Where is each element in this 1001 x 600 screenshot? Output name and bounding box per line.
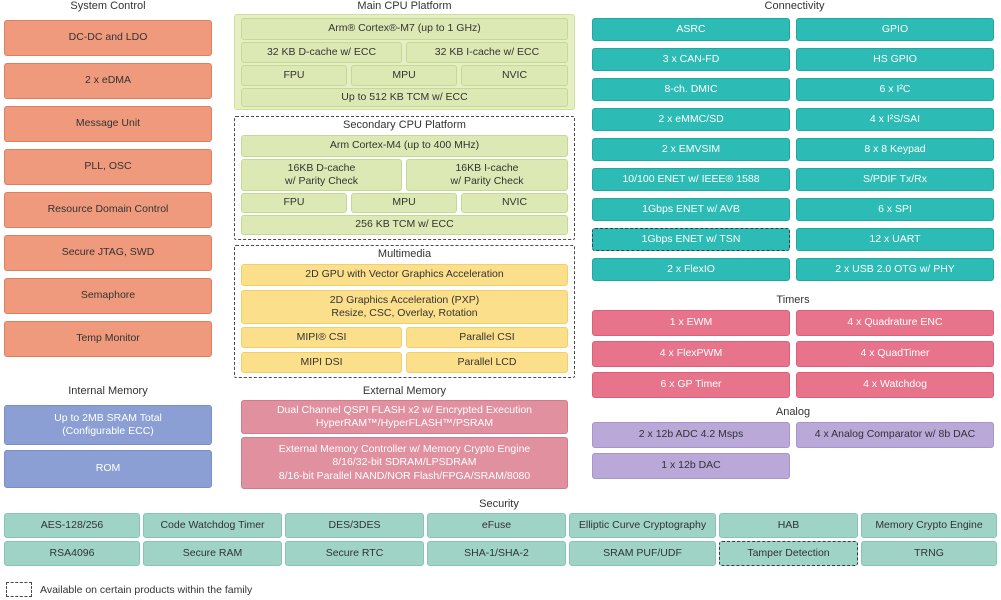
block-rsa4096: RSA4096 [4, 541, 140, 566]
section-title-internal-memory: Internal Memory [68, 385, 148, 397]
block-temp-monitor: Temp Monitor [4, 321, 212, 357]
block-qspi-flash [241, 400, 568, 434]
block-emc-line2: 8/16/32-bit SDRAM/LPSDRAM [332, 456, 477, 469]
block-m4-tcm: 256 KB TCM w/ ECC [241, 215, 568, 235]
block-efuse: eFuse [427, 513, 566, 538]
block-pxp-line1: 2D Graphics Acceleration (PXP) [329, 293, 480, 306]
block-spdif: S/PDIF Tx/Rx [796, 168, 994, 191]
block-hab: HAB [719, 513, 858, 538]
block-asrc: ASRC [592, 18, 790, 41]
block-m4-icache [406, 159, 568, 191]
block-watchdog: 4 x Watchdog [796, 372, 994, 398]
block-secure-rtc: Secure RTC [285, 541, 424, 566]
legend-label: Available on certain products within the family [40, 583, 253, 596]
block-quadrature-enc: 4 x Quadrature ENC [796, 310, 994, 336]
block-m4-nvic: NVIC [461, 193, 568, 213]
block-i2s-sai: 4 x I²S/SAI [796, 108, 994, 131]
block-enet-tsn: 1Gbps ENET w/ TSN [592, 228, 790, 251]
block-sha: SHA-1/SHA-2 [427, 541, 566, 566]
block-uart: 12 x UART [796, 228, 994, 251]
block-sram-line1: Up to 2MB SRAM Total [54, 411, 162, 424]
block-quadtimer: 4 x QuadTimer [796, 341, 994, 367]
block-semaphore: Semaphore [4, 278, 212, 314]
block-sram-line2: (Configurable ECC) [62, 425, 154, 437]
block-aes: AES-128/256 [4, 513, 140, 538]
block-ecc-crypto: Elliptic Curve Cryptography [569, 513, 716, 538]
block-emmc-sd: 2 x eMMC/SD [592, 108, 790, 131]
block-trng: TRNG [861, 541, 997, 566]
block-external-memory-controller [241, 437, 568, 489]
section-title-secondary-cpu: Secondary CPU Platform [343, 119, 466, 131]
block-pll-osc: PLL, OSC [4, 149, 212, 185]
block-flexio: 2 x FlexIO [592, 258, 790, 281]
block-m4-dcache-line1: 16KB D-cache [287, 161, 356, 174]
block-dmic: 8-ch. DMIC [592, 78, 790, 101]
legend [6, 582, 252, 597]
block-message-unit: Message Unit [4, 106, 212, 142]
block-des-3des: DES/3DES [285, 513, 424, 538]
block-emvsim: 2 x EMVSIM [592, 138, 790, 161]
block-edma: 2 x eDMA [4, 63, 212, 99]
block-enet-1588: 10/100 ENET w/ IEEE® 1588 [592, 168, 790, 191]
block-memory-crypto-engine: Memory Crypto Engine [861, 513, 997, 538]
block-2d-gpu: 2D GPU with Vector Graphics Acceleration [241, 264, 568, 286]
block-ewm: 1 x EWM [592, 310, 790, 336]
block-can-fd: 3 x CAN-FD [592, 48, 790, 71]
block-parallel-lcd: Parallel LCD [406, 352, 568, 373]
block-spi: 6 x SPI [796, 198, 994, 221]
block-m7-tcm: Up to 512 KB TCM w/ ECC [241, 88, 568, 107]
block-m7-dcache: 32 KB D-cache w/ ECC [241, 42, 402, 63]
block-dc-dc-and-ldo: DC-DC and LDO [4, 20, 212, 56]
block-usb-otg: 2 x USB 2.0 OTG w/ PHY [796, 258, 994, 281]
block-resource-domain-control: Resource Domain Control [4, 192, 212, 228]
section-title-timers: Timers [776, 294, 810, 306]
block-analog-comparator: 4 x Analog Comparator w/ 8b DAC [796, 422, 994, 448]
block-secure-ram: Secure RAM [143, 541, 282, 566]
section-title-multimedia: Multimedia [377, 248, 432, 260]
block-m7-icache: 32 KB I-cache w/ ECC [406, 42, 568, 63]
block-m7-nvic: NVIC [461, 65, 568, 86]
block-m4-dcache [241, 159, 402, 191]
block-keypad: 8 x 8 Keypad [796, 138, 994, 161]
block-m4-icache-line1: 16KB I-cache [455, 161, 519, 174]
legend-dashed-swatch [6, 582, 32, 597]
block-pxp [241, 290, 568, 324]
block-m4-mpu: MPU [351, 193, 457, 213]
section-title-main-cpu: Main CPU Platform [357, 0, 452, 12]
block-qspi-line2: HyperRAM™/HyperFLASH™/PSRAM [315, 417, 494, 429]
section-title-external-memory: External Memory [362, 385, 447, 397]
block-m4-dcache-line2: w/ Parity Check [285, 175, 358, 187]
block-qspi-line1: Dual Channel QSPI FLASH x2 w/ Encrypted Execution [276, 403, 533, 416]
block-pxp-line2: Resize, CSC, Overlay, Rotation [331, 307, 478, 319]
block-sram-total [4, 405, 212, 445]
block-cortex-m7: Arm® Cortex®-M7 (up to 1 GHz) [241, 18, 568, 40]
block-m7-mpu: MPU [351, 65, 457, 86]
block-mipi-csi: MIPI® CSI [241, 327, 402, 348]
block-m7-fpu: FPU [241, 65, 347, 86]
block-sram-puf-udf: SRAM PUF/UDF [569, 541, 716, 566]
block-tamper-detection: Tamper Detection [719, 541, 858, 566]
block-hs-gpio: HS GPIO [796, 48, 994, 71]
block-m4-fpu: FPU [241, 193, 347, 213]
block-emc-line3: 8/16-bit Parallel NAND/NOR Flash/FPGA/SRAM/8080 [278, 469, 531, 482]
block-enet-avb: 1Gbps ENET w/ AVB [592, 198, 790, 221]
block-parallel-csi: Parallel CSI [406, 327, 568, 348]
block-gp-timer: 6 x GP Timer [592, 372, 790, 398]
block-i2c: 6 x I²C [796, 78, 994, 101]
section-title-connectivity: Connectivity [764, 0, 825, 12]
block-emc-line1: External Memory Controller w/ Memory Crypto Engine [278, 443, 531, 456]
block-code-watchdog-timer: Code Watchdog Timer [143, 513, 282, 538]
block-gpio: GPIO [796, 18, 994, 41]
block-adc: 2 x 12b ADC 4.2 Msps [592, 422, 790, 448]
block-cortex-m4: Arm Cortex-M4 (up to 400 MHz) [241, 135, 568, 157]
block-secure-jtag-swd: Secure JTAG, SWD [4, 235, 212, 271]
block-mipi-dsi: MIPI DSI [241, 352, 402, 373]
section-title-system-control: System Control [70, 0, 146, 12]
section-title-analog: Analog [775, 406, 811, 418]
block-m4-icache-line2: w/ Parity Check [450, 175, 524, 187]
block-flexpwm: 4 x FlexPWM [592, 341, 790, 367]
block-rom: ROM [4, 450, 212, 488]
block-dac: 1 x 12b DAC [592, 453, 790, 479]
section-title-security: Security [479, 498, 519, 510]
